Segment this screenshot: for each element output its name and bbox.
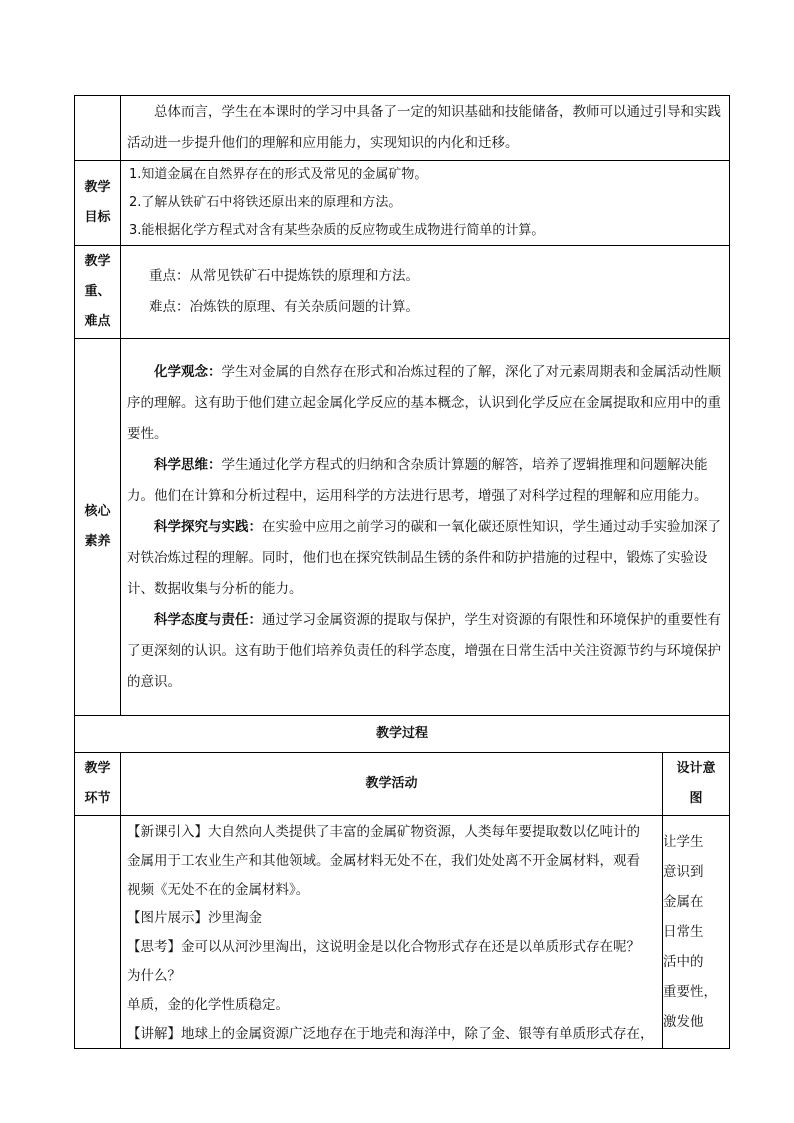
key-point: 重点：从常见铁矿石中提炼铁的原理和方法。	[149, 268, 419, 284]
summary-cell	[121, 96, 730, 161]
objectives-label	[75, 161, 121, 246]
intent-line: 激发他	[663, 1014, 704, 1031]
intent-line: 重要性，	[663, 984, 717, 1001]
activity-line: 【图片展示】沙里淘金	[127, 910, 262, 927]
objectives-label-line: 目标	[84, 210, 111, 225]
literacy-item	[121, 450, 729, 512]
objective-item: 1.知道金属在自然界存在的形式及常见的金属矿物。	[129, 167, 428, 182]
activity-line: 单质，金的化学性质稳定。	[127, 996, 289, 1013]
activity-line: 【讲解】地球上的金属资源广泛地存在于地壳和海洋中，除了金、银等有单质形式存在，	[127, 1025, 654, 1042]
activity-line: 【思考】金可以从河沙里淘出，这说明金是以化合物形式存在还是以单质形式存在呢？	[127, 939, 640, 956]
intent-line: 让学生	[663, 834, 704, 851]
literacy-text: 通过学习金属资源的提取与保护，学生对资源的有限性和环境保护的重要性有了更深刻的认识。这有助于他们培养负责任的科学态度，增强在日常生活中关注资源节约与环境保护的意识。	[127, 611, 721, 690]
objectives-label-line: 教学	[84, 180, 111, 195]
focus-label-line: 重、	[84, 284, 111, 299]
activity-line: 视频《无处不在的金属材料》。	[127, 881, 310, 898]
stage-header	[75, 753, 121, 816]
process-header-row	[75, 753, 730, 816]
literacy-text: 在实验中应用之前学习的碳和一氧化碳还原性知识，学生通过动手实验加深了对铁冶炼过程的理解。同时，他们也在探究铁制品生锈的条件和防护措施的过程中，锻炼了实验设计、数据收集与分析的能力。	[127, 518, 721, 597]
process-title: 教学过程	[75, 716, 730, 753]
activity-line: 【新课引入】大自然向人类提供了丰富的金属矿物资源，人类每年要提取数以亿吨计的	[127, 824, 640, 840]
intent-line: 日常生	[663, 924, 704, 941]
intent-line: 活中的	[663, 954, 704, 971]
activity-header: 教学活动	[121, 753, 663, 816]
literacy-lead: 科学态度与责任：	[154, 611, 262, 628]
summary-text: 总体而言，学生在本课时的学习中具备了一定的知识基础和技能储备，教师可以通过引导和实践活动进一步提升他们的理解和应用能力，实现知识的内化和迁移。	[127, 104, 721, 151]
stage-header-line: 教学	[84, 761, 111, 776]
intent-header-line: 图	[689, 791, 703, 806]
focus-label-line: 难点	[84, 314, 111, 329]
literacy-item	[121, 512, 729, 605]
activity-line: 为什么？	[127, 967, 181, 984]
literacy-cell	[121, 339, 730, 716]
process-body-row	[75, 816, 730, 1049]
objectives-row	[75, 161, 730, 246]
intent-cell	[663, 816, 730, 1049]
stage-header-line: 环节	[84, 791, 111, 806]
activity-cell	[121, 816, 663, 1049]
summary-row	[75, 96, 730, 161]
literacy-label	[75, 339, 121, 716]
objective-item: 3.能根据化学方程式对含有某些杂质的反应物或生成物进行简单的计算。	[129, 223, 545, 238]
intent-header	[663, 753, 730, 816]
literacy-label-line: 素养	[84, 534, 111, 549]
intent-line: 意识到	[663, 864, 704, 881]
literacy-item	[121, 605, 729, 698]
process-title-row	[75, 716, 730, 753]
literacy-lead: 科学探究与实践：	[154, 518, 262, 535]
focus-label-line: 教学	[84, 254, 111, 269]
difficult-point: 难点：冶炼铁的原理、有关杂质问题的计算。	[149, 299, 419, 315]
literacy-text: 学生通过化学方程式的归纳和含杂质计算题的解答，培养了逻辑推理和问题解决能力。他们在计算和分析过程中，运用科学的方法进行思考，增强了对科学过程的理解和应用能力。	[127, 456, 708, 504]
objectives-cell	[121, 161, 730, 246]
literacy-lead: 科学思维：	[154, 456, 222, 473]
intent-header-line: 设计意	[676, 761, 716, 776]
literacy-lead: 化学观念：	[154, 363, 222, 380]
literacy-item	[121, 357, 729, 450]
lesson-plan-table	[74, 95, 730, 1049]
literacy-label-line: 核心	[84, 504, 111, 519]
activity-line: 金属用于工农业生产和其他领域。金属材料无处不在，我们处处离不开金属材料，观看	[127, 852, 640, 869]
stage-cell	[75, 816, 121, 1049]
focus-row	[75, 246, 730, 339]
focus-cell	[121, 246, 730, 339]
summary-label-cell	[75, 96, 121, 161]
intent-line: 金属在	[663, 894, 704, 911]
literacy-text: 学生对金属的自然存在形式和冶炼过程的了解，深化了对元素周期表和金属活动性顺序的理解。这有助于他们建立起金属化学反应的基本概念，认识到化学反应在金属提取和应用中的重要性。	[127, 363, 721, 442]
objective-item: 2.了解从铁矿石中将铁还原出来的原理和方法。	[129, 195, 402, 210]
focus-label	[75, 246, 121, 339]
literacy-row	[75, 339, 730, 716]
